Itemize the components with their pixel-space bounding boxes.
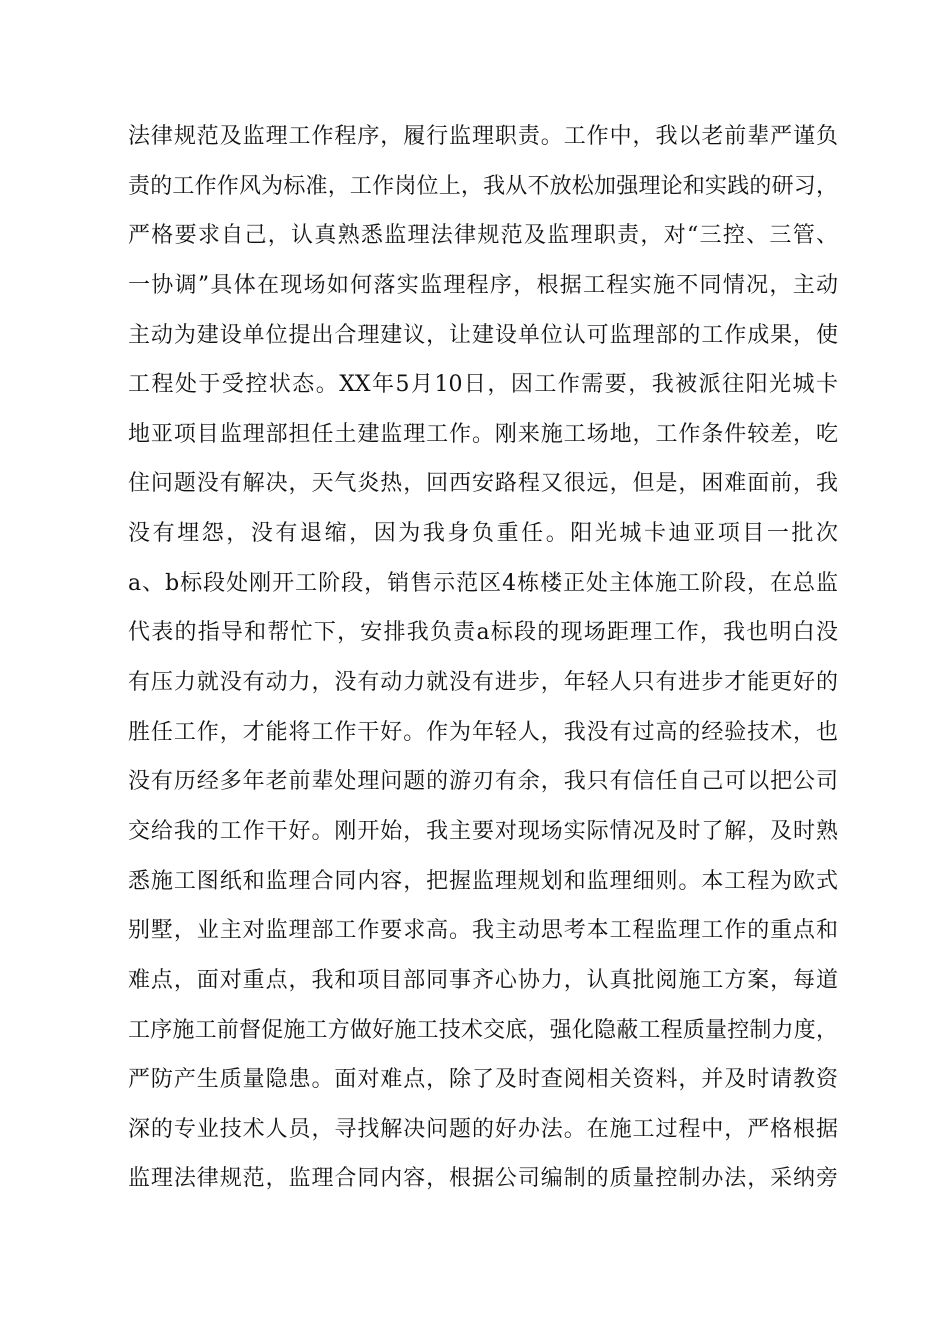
- text-line: 一协调”具体在现场如何落实监理程序，根据工程实施不同情况，主动: [128, 272, 838, 298]
- text-line: 主动为建设单位提出合理建议，让建设单位认可监理部的工作成果，使: [128, 322, 838, 348]
- text-line: 严格要求自己，认真熟悉监理法律规范及监理职责，对“三控、三管、: [128, 223, 838, 249]
- text-line: 工程处于受控状态。XX年5月10日，因工作需要，我被派往阳光城卡: [128, 372, 838, 398]
- text-line: 没有历经多年老前辈处理问题的游刃有余，我只有信任自己可以把公司: [128, 769, 838, 795]
- text-line: 责的工作作风为标准，工作岗位上，我从不放松加强理论和实践的研习，: [128, 173, 838, 199]
- text-line: 交给我的工作干好。刚开始，我主要对现场实际情况及时了解，及时熟: [128, 818, 838, 844]
- text-line: 难点，面对重点，我和项目部同事齐心协力，认真批阅施工方案，每道: [128, 967, 838, 993]
- text-line: 法律规范及监理工作程序，履行监理职责。工作中，我以老前辈严谨负: [128, 124, 838, 149]
- text-line: 严防产生质量隐患。面对难点，除了及时查阅相关资料，并及时请教资: [128, 1067, 838, 1093]
- text-line: 监理法律规范，监理合同内容，根据公司编制的质量控制办法，采纳旁: [128, 1166, 838, 1192]
- text-line: 工序施工前督促施工方做好施工技术交底，强化隐蔽工程质量控制力度，: [128, 1017, 838, 1043]
- text-line: 悉施工图纸和监理合同内容，把握监理规划和监理细则。本工程为欧式: [128, 868, 838, 894]
- text-line: 代表的指导和帮忙下，安排我负责a标段的现场距理工作，我也明白没: [128, 620, 838, 646]
- text-line: 胜任工作，才能将工作干好。作为年轻人，我没有过高的经验技术，也: [128, 719, 838, 745]
- text-line: 有压力就没有动力，没有动力就没有进步，年轻人只有进步才能更好的: [128, 670, 838, 696]
- text-line: a、b标段处刚开工阶段，销售示范区4栋楼正处主体施工阶段，在总监: [128, 570, 838, 596]
- text-line: 深的专业技术人员，寻找解决问题的好办法。在施工过程中，严格根据: [128, 1116, 838, 1142]
- text-line: 住问题没有解决，天气炎热，回西安路程又很远，但是，困难面前，我: [128, 471, 838, 497]
- body-text: [128, 112, 838, 1204]
- text-line: 地亚项目监理部担任土建监理工作。刚来施工场地，工作条件较差，吃: [128, 421, 838, 447]
- text-line: 没有埋怨，没有退缩，因为我身负重任。阳光城卡迪亚项目一批次: [128, 521, 838, 547]
- text-line: 别墅，业主对监理部工作要求高。我主动思考本工程监理工作的重点和: [128, 918, 838, 944]
